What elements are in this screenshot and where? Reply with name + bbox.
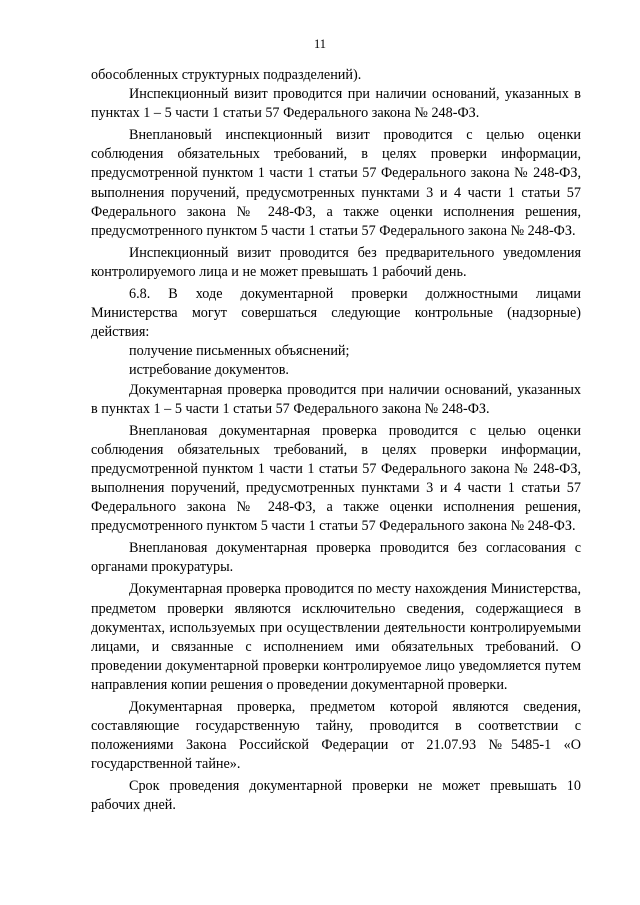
paragraph: Внеплановая документарная проверка проводится без согласования с органами прокуратуры. xyxy=(91,540,581,576)
paragraph: Документарная проверка проводится при наличии оснований, указанных в пунктах 1 – 5 части 1 статьи 57 Федерального закона № 248-ФЗ. xyxy=(91,381,581,417)
list-item: истребование документов. xyxy=(129,362,289,379)
paragraph: Внеплановый инспекционный визит проводится с целью оценки соблюдения обязательных требований, в целях проверки информации, предусмотренной пунктом 1 части 1 статьи 57 Федерального закона № 248-ФЗ, выполнения поручений, предусмотренных пунктами 3 и 4 части 1 статьи 57 Федерального закона № 248-ФЗ, а также оценки исполнения решения, предусмотренного пунктом 5 части 1 статьи 57 Федерального закона № 248-ФЗ. xyxy=(91,127,581,239)
paragraph: Срок проведения документарной проверки не может превышать 10 рабочих дней. xyxy=(91,778,581,814)
paragraph: Инспекционный визит проводится без предварительного уведомления контролируемого лица и не может превышать 1 рабочий день. xyxy=(91,244,581,280)
list-item: получение письменных объяснений; xyxy=(129,343,350,360)
paragraph: Инспекционный визит проводится при наличии оснований, указанных в пунктах 1 – 5 части 1 статьи 57 Федерального закона № 248-ФЗ. xyxy=(91,86,581,122)
paragraph: Документарная проверка, предметом которой являются сведения, составляющие государственную тайну, проводится в соответствии с положениями Закона Российской Федерации от 21.07.93 №5485-1 «О государственной тайне». xyxy=(91,699,581,773)
paragraph: Документарная проверка проводится по месту нахождения Министерства, предметом проверки являются исключительно сведения, содержащиеся в документах, используемых при осуществлении деятельности контролируемыми лицами, и связанные с исполнением ими обязательных требований. О проведении документарной проверки контролируемое лицо уведомляется путем направления копии решения о проведении документарной проверки. xyxy=(91,581,581,693)
paragraph: Внеплановая документарная проверка проводится с целью оценки соблюдения обязательных требований, в целях проверки информации, предусмотренной пунктом 1 части 1 статьи 57 Федерального закона № 248-ФЗ, выполнения поручений, предусмотренных пунктами 3 и 4 части 1 статьи 57 Федерального закона № 248-ФЗ, а также оценки исполнения решения, предусмотренного пунктом 5 части 1 статьи 57 Федерального закона № 248-ФЗ. xyxy=(91,422,581,535)
paragraph: обособленных структурных подразделений). xyxy=(91,67,362,83)
page-number: 11 xyxy=(313,37,327,51)
paragraph: 6.8. В ходе документарной проверки должностными лицами Министерства могут совершаться следующие контрольные (надзорные) действия: xyxy=(91,286,581,341)
document-body xyxy=(91,66,581,816)
